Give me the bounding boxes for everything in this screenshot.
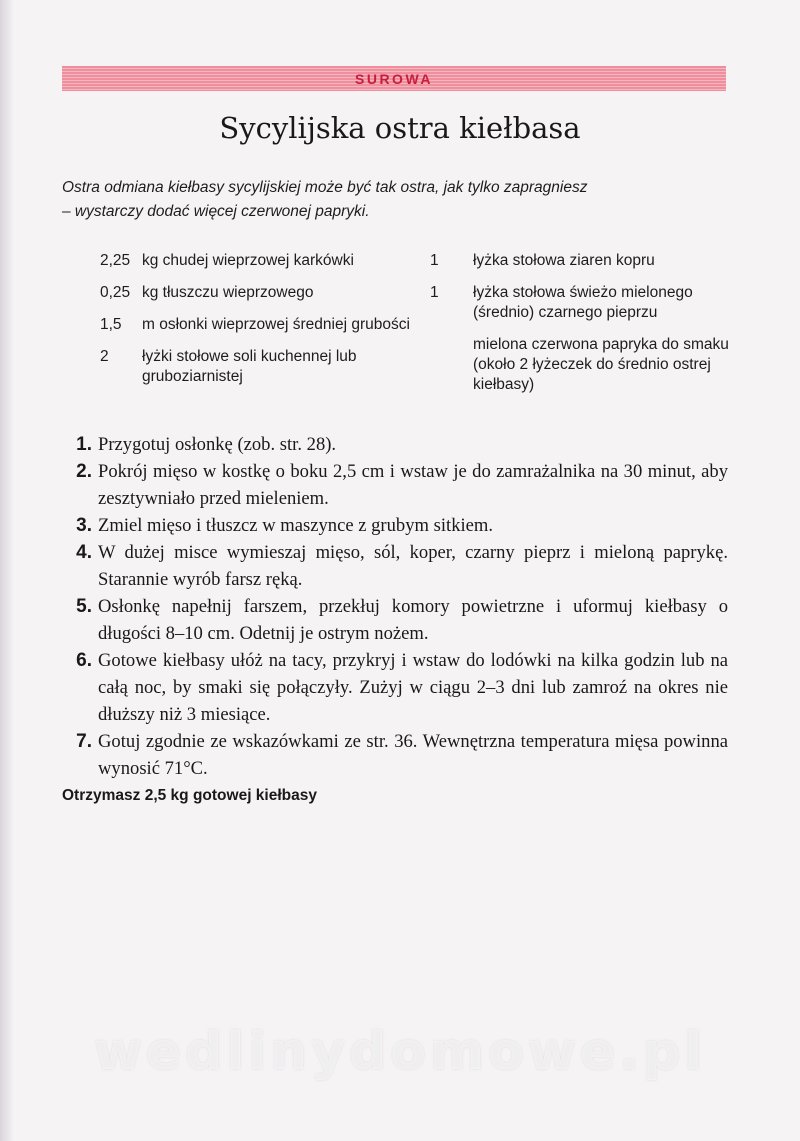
step-text: Gotuj zgodnie ze wskazówkami ze str. 36. Wewnętrzna temperatura mięsa powinna wynosić 71°C. bbox=[98, 731, 728, 779]
step-number: 4. bbox=[76, 542, 92, 563]
section-banner bbox=[62, 66, 726, 91]
intro-line-1: Ostra odmiana kiełbasy sycylijskiej może być tak ostra, jak tylko zapragniesz bbox=[62, 179, 588, 196]
ingredient-name: łyżki stołowe soli kuchennej lub gruboziarnistej bbox=[142, 348, 357, 385]
ingredient-name: łyżka stołowa świeżo mielonego (średnio) czarnego pieprzu bbox=[473, 284, 693, 321]
step-text: Pokrój mięso w kostkę o boku 2,5 cm i wstaw je do zamrażalnika na 30 minut, aby zesztywniało przed mieleniem. bbox=[98, 461, 728, 509]
step-number: 1. bbox=[76, 434, 92, 455]
ingredient-row bbox=[430, 283, 730, 323]
ingredient-row bbox=[100, 251, 410, 271]
step-item bbox=[64, 728, 728, 782]
ingredient-qty: 1 bbox=[430, 252, 439, 269]
step-number: 2. bbox=[76, 461, 92, 482]
ingredient-name: łyżka stołowa ziaren kopru bbox=[473, 252, 655, 269]
ingredient-row bbox=[100, 347, 410, 387]
intro-line-2: – wystarczy dodać więcej czerwonej papryki. bbox=[62, 203, 370, 220]
ingredient-row bbox=[430, 251, 730, 271]
ingredient-name: kg tłuszczu wieprzowego bbox=[142, 284, 314, 301]
recipe-yield: Otrzymasz 2,5 kg gotowej kiełbasy bbox=[62, 787, 317, 804]
page-edge bbox=[0, 0, 14, 1141]
step-text: Przygotuj osłonkę (zob. str. 28). bbox=[98, 434, 337, 455]
step-number: 5. bbox=[76, 596, 92, 617]
ingredient-name: m osłonki wieprzowej średniej grubości bbox=[142, 316, 410, 333]
ingredients-right-column bbox=[430, 251, 730, 407]
step-text: Gotowe kiełbasy ułóż na tacy, przykryj i wstaw do lodówki na kilka godzin lub na całą noc, by smaki się połączyły. Zużyj w ciągu 2–3 dni lub zamroź na okres nie dłuższy niż 3 miesiące. bbox=[98, 650, 728, 725]
ingredient-name: mielona czerwona papryka do smaku (około 2 łyżeczek do średnio ostrej kiełbasy) bbox=[473, 336, 729, 393]
step-text: Osłonkę napełnij farszem, przekłuj komory powietrzne i uformuj kiełbasy o długości 8–10 cm. Odetnij je ostrym nożem. bbox=[98, 596, 728, 644]
recipe-intro bbox=[62, 176, 722, 224]
ingredient-qty: 0,25 bbox=[100, 284, 131, 301]
step-item bbox=[64, 593, 728, 647]
step-item bbox=[64, 458, 728, 512]
step-number: 6. bbox=[76, 650, 92, 671]
ingredient-qty: 2,25 bbox=[100, 252, 131, 269]
ingredient-qty: 1,5 bbox=[100, 316, 122, 333]
ingredient-row bbox=[430, 335, 730, 395]
ingredient-qty: 1 bbox=[430, 284, 439, 301]
ingredient-name: kg chudej wieprzowej karkówki bbox=[142, 252, 354, 269]
step-item bbox=[64, 647, 728, 728]
step-text: W dużej misce wymieszaj mięso, sól, koper, czarny pieprz i mieloną paprykę. Starannie wyrób farsz ręką. bbox=[98, 542, 728, 590]
ingredient-row bbox=[100, 283, 410, 303]
step-item bbox=[64, 512, 728, 539]
ingredient-qty: 2 bbox=[100, 348, 109, 365]
recipe-title: Sycylijska ostra kiełbasa bbox=[219, 111, 581, 145]
step-number: 3. bbox=[76, 515, 92, 536]
ingredient-row bbox=[100, 315, 410, 335]
step-text: Zmiel mięso i tłuszcz w maszynce z grubym sitkiem. bbox=[98, 515, 494, 536]
step-item bbox=[64, 539, 728, 593]
step-item bbox=[64, 431, 728, 458]
watermark: wedlinydomowe.pl bbox=[93, 1022, 707, 1082]
section-label: SUROWA bbox=[355, 70, 433, 87]
method-steps bbox=[64, 431, 728, 782]
step-number: 7. bbox=[76, 731, 92, 752]
ingredients-left-column bbox=[100, 251, 410, 399]
